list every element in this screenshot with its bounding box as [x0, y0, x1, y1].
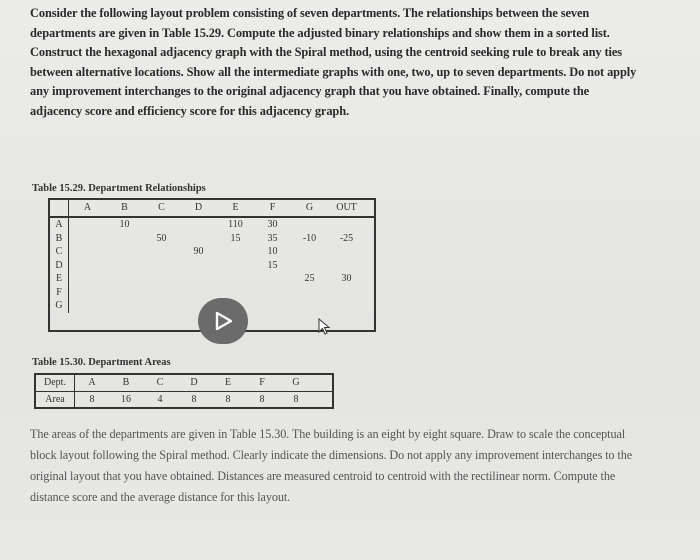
table-cell — [291, 286, 328, 300]
table-row — [50, 286, 374, 300]
table-caption: Table 15.30. Department Areas — [32, 357, 171, 368]
table-header-row — [50, 200, 374, 218]
area-cell: 8 — [293, 394, 299, 405]
table-cell — [106, 259, 143, 273]
play-button[interactable] — [198, 298, 248, 344]
table-cell: -25 — [339, 232, 354, 244]
layout-paragraph: The areas of the departments are given in Table 15.30. The building is an eight by eight square. Draw to scale the conceptual block layout following the Spiral method. Clearly indicate the dimensions. Do not apply any improvement interchanges to the original layout that you have obtained. Distances are measured centroid to centroid with the rectilinear norm. Compute the distance score and the average distance for this layout. — [30, 427, 633, 504]
dept-cell: E — [224, 377, 232, 388]
dept-cell: A — [88, 377, 96, 388]
table-cell — [143, 245, 180, 259]
cursor-arrow-icon — [318, 318, 334, 336]
table-cell: 10 — [119, 219, 130, 230]
table-cell: 15 — [267, 259, 278, 271]
table-cell — [328, 286, 365, 300]
table-cell — [180, 232, 217, 246]
table-cell — [254, 286, 291, 300]
table-cell — [328, 259, 365, 273]
area-cell: 4 — [157, 394, 163, 405]
table-cell — [106, 232, 143, 246]
table-cell — [106, 272, 143, 286]
area-table — [34, 373, 334, 409]
table-cell — [69, 245, 106, 259]
table-cell — [291, 245, 328, 259]
table-cell — [328, 218, 365, 232]
table-cell — [143, 299, 180, 313]
row-label: Area — [36, 392, 75, 408]
column-header: A — [83, 202, 92, 213]
table-cell — [180, 218, 217, 232]
dept-cell: G — [292, 377, 300, 388]
table-cell: 110 — [228, 219, 243, 230]
table-cell — [180, 272, 217, 286]
area-cell: 16 — [121, 394, 131, 405]
table-cell: 10 — [267, 246, 278, 257]
table-corner-cell — [50, 200, 69, 216]
column-header: D — [194, 202, 203, 213]
column-header: F — [269, 202, 276, 213]
dept-cell: F — [259, 377, 265, 388]
column-header: G — [305, 202, 314, 213]
table-cell — [291, 218, 328, 232]
column-header: E — [232, 202, 239, 213]
play-icon — [212, 310, 234, 332]
row-label: C — [50, 245, 69, 259]
problem-paragraph: Consider the following layout problem consisting of seven departments. The relationships between the seven departments are given in Table 15.29. Compute the adjusted binary relationships and show them in a sorted list. Construct the hexagonal adjacency graph with the Spiral method, using the centroid seeking rule to break any ties between alternative locations. Show all the intermediate graphs with one, two, up to seven departments. Do not apply any improvement interchanges to the original adjacency graph that you have obtained. Finally, compute the adjacency score and efficiency score for this adjacency graph. — [30, 6, 637, 118]
table-cell: -10 — [302, 232, 317, 244]
table-cell — [328, 299, 365, 313]
dept-row — [36, 375, 332, 391]
table-cell — [291, 299, 328, 313]
table-cell — [328, 245, 365, 259]
table-caption: Table 15.29. Department Relationships — [32, 183, 206, 194]
table-body — [50, 218, 374, 313]
table-cell — [180, 259, 217, 273]
area-cell: 8 — [89, 394, 95, 405]
table-cell — [106, 299, 143, 313]
column-header: OUT — [336, 202, 357, 213]
row-label: B — [50, 232, 69, 246]
table-cell: 25 — [304, 273, 315, 284]
table-row — [50, 245, 374, 259]
table-row — [50, 218, 374, 232]
row-label: G — [50, 299, 69, 313]
table-cell: 30 — [341, 273, 352, 284]
table-cell: 35 — [267, 232, 278, 244]
table-cell — [69, 286, 106, 300]
table-row — [50, 259, 374, 273]
row-label: E — [50, 272, 69, 286]
area-cell: 8 — [191, 394, 197, 405]
table-cell — [217, 245, 254, 259]
table-cell — [254, 299, 291, 313]
dept-cell: D — [190, 377, 198, 388]
table-cell — [143, 218, 180, 232]
table-cell — [106, 286, 143, 300]
table-cell — [69, 299, 106, 313]
column-header: C — [158, 202, 165, 213]
dept-cell: C — [156, 377, 164, 388]
table-cell — [217, 286, 254, 300]
table-cell — [217, 259, 254, 273]
row-label: A — [50, 218, 69, 232]
table-cell: 50 — [156, 232, 167, 244]
column-header: B — [121, 202, 128, 213]
area-cell: 8 — [225, 394, 231, 405]
table-cell — [217, 272, 254, 286]
table-row — [50, 232, 374, 246]
row-label: D — [50, 259, 69, 273]
table-cell — [291, 259, 328, 273]
row-label: F — [50, 286, 69, 300]
table-cell: 15 — [230, 232, 241, 244]
table-cell — [69, 272, 106, 286]
table-cell — [69, 232, 106, 246]
table-cell — [69, 218, 106, 232]
table-cell — [143, 286, 180, 300]
table-cell: 30 — [267, 219, 278, 230]
dept-cell: B — [122, 377, 130, 388]
table-cell — [143, 259, 180, 273]
table-cell — [180, 286, 217, 300]
table-cell: 90 — [193, 246, 204, 257]
table-cell — [106, 245, 143, 259]
table-cell — [254, 272, 291, 286]
table-row — [50, 272, 374, 286]
area-row — [36, 391, 332, 408]
table-cell — [143, 272, 180, 286]
row-label: Dept. — [36, 375, 75, 391]
table-cell — [69, 259, 106, 273]
area-cell: 8 — [259, 394, 265, 405]
